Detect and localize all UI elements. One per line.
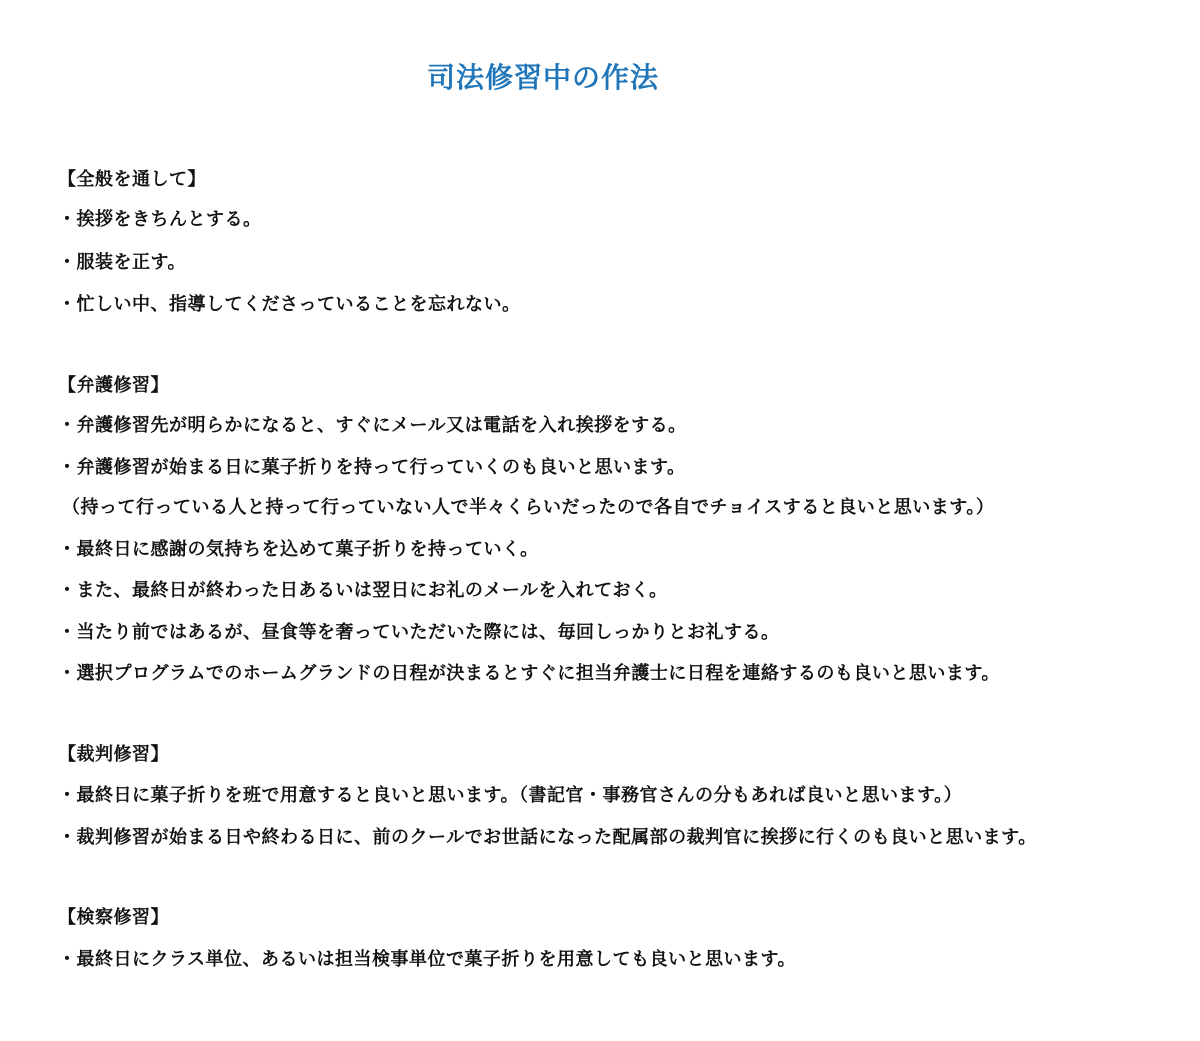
list-item: ・最終日に感謝の気持ちを込めて菓子折りを持っていく。	[58, 539, 539, 560]
list-item: ・最終日にクラス単位、あるいは担当検事単位で菓子折りを用意しても良いと思います。	[58, 949, 797, 970]
list-item: ・挨拶をきちんとする。	[58, 209, 262, 230]
list-item: ・裁判修習が始まる日や終わる日に、前のクールでお世話になった配属部の裁判官に挨拶に行くのも良いと思います。	[58, 827, 1037, 848]
section-heading-general: 【全般を通して】	[58, 169, 206, 190]
section-heading-court: 【裁判修習】	[58, 744, 169, 765]
list-item-note: （持って行っている人と持って行っていない人で半々くらいだったので各自でチョイスすると良いと思います。）	[62, 497, 995, 518]
list-item: ・弁護修習先が明らかになると、すぐにメール又は電話を入れ挨拶をする。	[58, 415, 687, 436]
section-heading-defense: 【弁護修習】	[58, 375, 169, 396]
list-item: ・選択プログラムでのホームグランドの日程が決まるとすぐに担当弁護士に日程を連絡するのも良いと思います。	[58, 663, 1000, 684]
list-item: ・当たり前ではあるが、昼食等を奢っていただいた際には、毎回しっかりとお礼する。	[58, 622, 780, 643]
section-heading-prosecution: 【検察修習】	[58, 907, 169, 928]
list-item: ・忙しい中、指導してくださっていることを忘れない。	[58, 294, 521, 315]
list-item: ・服装を正す。	[58, 252, 187, 273]
list-item: ・また、最終日が終わった日あるいは翌日にお礼のメールを入れておく。	[58, 580, 668, 601]
page-title: 司法修習中の作法	[426, 61, 659, 94]
list-item: ・最終日に菓子折りを班で用意すると良いと思います。（書記官・事務官さんの分もあれば良いと思います。）	[58, 785, 963, 806]
list-item: ・弁護修習が始まる日に菓子折りを持って行っていくのも良いと思います。	[58, 457, 686, 478]
